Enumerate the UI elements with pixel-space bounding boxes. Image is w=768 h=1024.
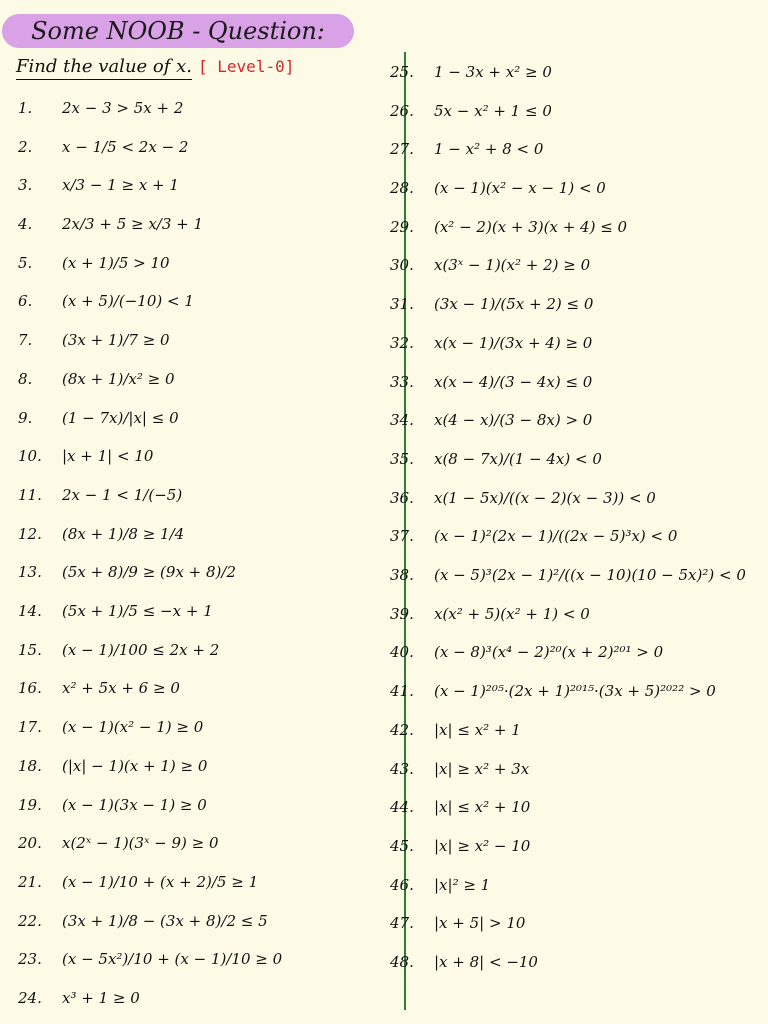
question-expression: x/3 − 1 ≥ x + 1 [62,176,179,194]
question-number: 39. [390,605,414,623]
question-number: 7. [18,331,33,349]
question-expression: x(1 − 5x)/((x − 2)(x − 3)) < 0 [434,489,656,507]
question-number: 28. [390,179,414,197]
question-item [18,829,219,857]
question-expression: (3x + 1)/7 ≥ 0 [62,331,170,349]
question-expression: |x| ≥ x² − 10 [434,837,531,855]
question-item [18,791,207,819]
question-number: 48. [390,953,414,971]
question-number: 16. [18,679,42,697]
question-expression: |x + 1| < 10 [62,447,154,465]
question-number: 26. [390,102,414,120]
question-item [390,755,529,783]
question-number: 9. [18,409,33,427]
question-number: 30. [390,256,414,274]
question-number: 20. [18,834,42,852]
question-item [18,249,170,277]
question-number: 5. [18,254,33,272]
question-expression: (x + 5)/(−10) < 1 [62,292,194,310]
question-expression: (x − 1)/10 + (x + 2)/5 ≥ 1 [62,873,259,891]
question-item [390,97,552,125]
question-number: 29. [390,218,414,236]
question-number: 38. [390,566,414,584]
question-expression: (x − 1)(3x − 1) ≥ 0 [62,796,207,814]
question-item [390,484,656,512]
question-number: 14. [18,602,42,620]
question-item [390,213,627,241]
question-item [390,251,590,279]
question-expression: 1 − x² + 8 < 0 [434,140,544,158]
question-number: 33. [390,373,414,391]
question-item [390,522,677,550]
question-number: 32. [390,334,414,352]
question-item [390,368,592,396]
question-expression: x(3ˣ − 1)(x² + 2) ≥ 0 [434,256,591,274]
question-item [18,481,182,509]
question-item [18,171,179,199]
question-item [390,677,716,705]
question-number: 2. [18,138,33,156]
question-item [390,174,606,202]
question-item [390,948,538,976]
question-number: 23. [18,950,42,968]
question-item [18,133,188,161]
question-item [18,326,170,354]
question-expression: (5x + 8)/9 ≥ (9x + 8)/2 [62,563,237,581]
question-item [18,404,179,432]
question-expression: x(x − 1)/(3x + 4) ≥ 0 [434,334,593,352]
question-number: 8. [18,370,33,388]
question-number: 10. [18,447,42,465]
question-expression: (x − 5)³(2x − 1)²/((x − 10)(10 − 5x)²) < 0 [434,566,746,584]
question-expression: |x| ≤ x² + 10 [434,798,531,816]
question-number: 40. [390,643,414,661]
question-expression: (|x| − 1)(x + 1) ≥ 0 [62,757,208,775]
question-item [390,600,590,628]
question-item [18,752,207,780]
question-item [390,638,663,666]
question-item [18,907,268,935]
level-label: [ Level-0] [198,57,295,76]
question-item [18,287,194,315]
question-expression: |x + 5| > 10 [434,914,526,932]
question-number: 22. [18,912,42,930]
question-item [390,561,746,589]
question-item [18,636,219,664]
question-expression: 1 − 3x + x² ≥ 0 [434,63,552,81]
question-expression: (8x + 1)/8 ≥ 1/4 [62,525,185,543]
question-expression: x² + 5x + 6 ≥ 0 [62,679,180,697]
question-expression: |x| ≥ x² + 3x [434,760,530,778]
question-item [18,365,175,393]
question-item [390,871,490,899]
question-number: 11. [18,486,42,504]
question-expression: 2x − 3 > 5x + 2 [62,99,184,117]
question-expression: (5x + 1)/5 ≤ −x + 1 [62,602,213,620]
question-number: 21. [18,873,42,891]
question-number: 35. [390,450,414,468]
question-item [18,713,203,741]
instruction-text: Find the value of x. [16,56,192,80]
question-number: 34. [390,411,414,429]
question-item [18,210,203,238]
question-item [390,445,602,473]
question-item [18,674,180,702]
question-expression: (1 − 7x)/|x| ≤ 0 [62,409,179,427]
page-title [2,14,354,48]
question-number: 46. [390,876,414,894]
question-expression: (x + 1)/5 > 10 [62,254,170,272]
question-expression: (x − 1)(x² − 1) ≥ 0 [62,718,204,736]
question-expression: x³ + 1 ≥ 0 [62,989,140,1007]
question-item [390,135,543,163]
question-item [18,597,213,625]
question-item [390,329,592,357]
question-number: 31. [390,295,414,313]
question-expression: (x − 1)²(2x − 1)/((2x − 5)³x) < 0 [434,527,678,545]
question-number: 6. [18,292,33,310]
question-number: 36. [390,489,414,507]
question-number: 18. [18,757,42,775]
question-expression: (8x + 1)/x² ≥ 0 [62,370,175,388]
question-expression: (x − 1)/100 ≤ 2x + 2 [62,641,220,659]
question-expression: |x|² ≥ 1 [434,876,491,894]
question-expression: (3x + 1)/8 − (3x + 8)/2 ≤ 5 [62,912,268,930]
question-expression: x(8 − 7x)/(1 − 4x) < 0 [434,450,602,468]
question-number: 43. [390,760,414,778]
question-expression: (x − 1)(x² − x − 1) < 0 [434,179,606,197]
question-expression: (x − 1)²⁰⁵·(2x + 1)²⁰¹⁵·(3x + 5)²⁰²² > 0 [434,682,716,700]
question-number: 17. [18,718,42,736]
question-number: 1. [18,99,33,117]
question-expression: (3x − 1)/(5x + 2) ≤ 0 [434,295,594,313]
question-item [390,832,530,860]
question-expression: |x + 8| < −10 [434,953,538,971]
question-expression: 2x − 1 < 1/(−5) [62,486,183,504]
question-number: 45. [390,837,414,855]
question-item [18,868,258,896]
question-number: 41. [390,682,414,700]
question-number: 4. [18,215,33,233]
question-number: 47. [390,914,414,932]
question-number: 12. [18,525,42,543]
question-expression: x − 1/5 < 2x − 2 [62,138,189,156]
instruction [16,56,294,80]
page-title-text: Some NOOB - Question: [31,17,325,45]
question-expression: (x − 5x²)/10 + (x − 1)/10 ≥ 0 [62,950,283,968]
question-expression: x(x − 4)/(3 − 4x) ≤ 0 [434,373,593,391]
question-number: 24. [18,989,42,1007]
question-item [390,793,530,821]
question-expression: |x| ≤ x² + 1 [434,721,521,739]
question-number: 13. [18,563,42,581]
question-expression: x(4 − x)/(3 − 8x) > 0 [434,411,593,429]
question-item [390,909,525,937]
question-number: 42. [390,721,414,739]
question-number: 37. [390,527,414,545]
question-item [18,984,140,1012]
question-number: 19. [18,796,42,814]
question-number: 3. [18,176,33,194]
question-number: 27. [390,140,414,158]
question-expression: 2x/3 + 5 ≥ x/3 + 1 [62,215,204,233]
question-expression: x(2ˣ − 1)(3ˣ − 9) ≥ 0 [62,834,219,852]
question-expression: (x − 8)³(x⁴ − 2)²⁰(x + 2)²⁰¹ > 0 [434,643,664,661]
question-item [18,945,282,973]
question-expression: (x² − 2)(x + 3)(x + 4) ≤ 0 [434,218,628,236]
question-expression: x(x² + 5)(x² + 1) < 0 [434,605,590,623]
question-item [390,290,593,318]
question-number: 25. [390,63,414,81]
question-item [18,94,183,122]
question-item [18,442,153,470]
question-number: 15. [18,641,42,659]
question-item [390,406,592,434]
question-item [18,558,236,586]
question-expression: 5x − x² + 1 ≤ 0 [434,102,552,120]
question-item [390,716,521,744]
question-number: 44. [390,798,414,816]
question-item [390,58,552,86]
question-item [18,520,184,548]
